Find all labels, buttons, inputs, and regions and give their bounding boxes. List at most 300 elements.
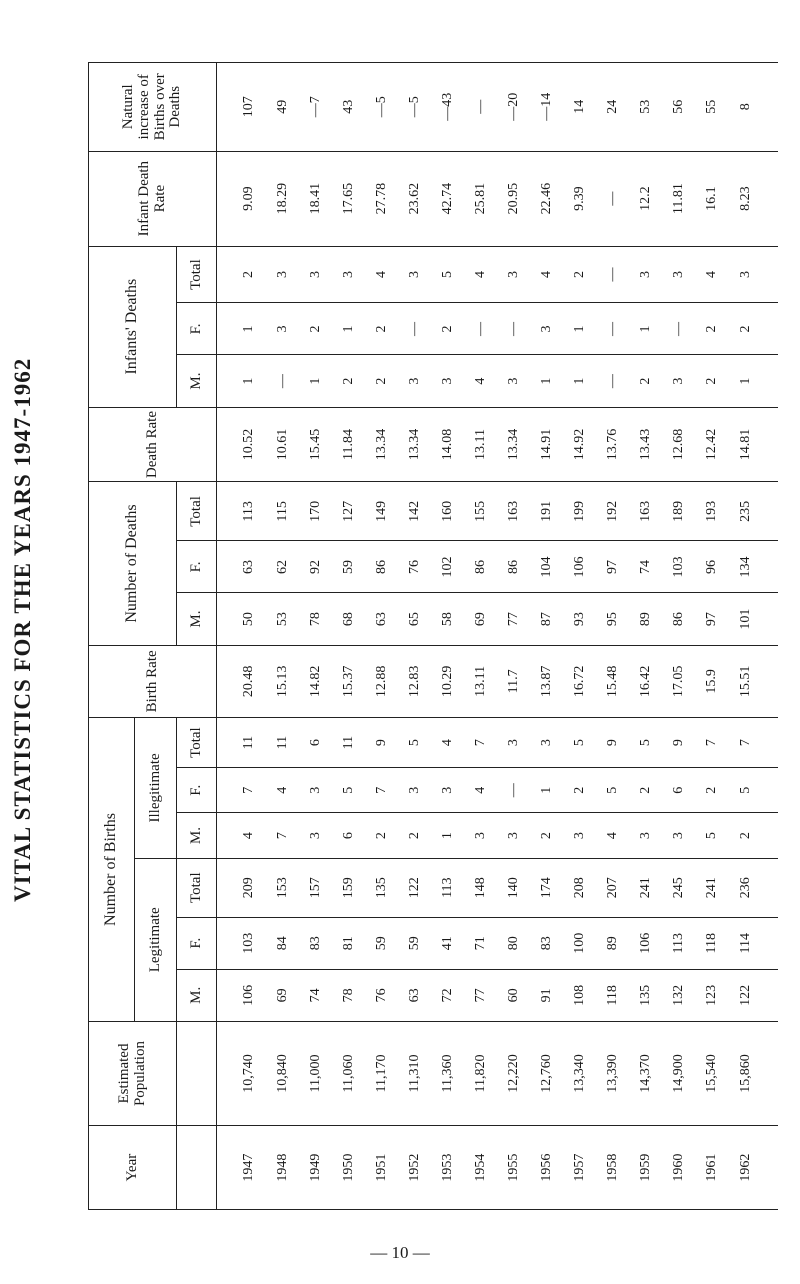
cell-infants-total: 5 [432,246,465,303]
cell-legit-f: 83 [530,917,563,969]
table-row [695,63,728,1210]
table-row [366,63,399,1210]
cell-deaths-m: 63 [366,593,399,645]
table-row [333,63,366,1210]
cell-natural-increase: 43 [333,63,366,152]
cell-deaths-f: 86 [464,541,497,593]
cell-population: 14,370 [629,1021,662,1125]
cell-birth-rate: 13.11 [464,645,497,718]
cell-birth-rate: 20.48 [217,645,267,718]
cell-legit-f: 113 [662,917,695,969]
cell-illegit-f: 5 [728,768,778,813]
cell-legit-m: 74 [300,969,333,1021]
cell-birth-rate: 13.87 [530,645,563,718]
header-population-sub [177,1021,217,1125]
cell-year: 1950 [333,1126,366,1210]
cell-illegit-total: 7 [464,718,497,768]
cell-infant-death-rate: 18.41 [300,151,333,246]
cell-infant-death-rate: 17.65 [333,151,366,246]
cell-infants-total: 3 [662,246,695,303]
cell-deaths-m: 77 [497,593,530,645]
cell-infants-m: 4 [464,355,497,407]
cell-deaths-total: 142 [399,482,432,541]
cell-death-rate: 14.91 [530,407,563,482]
cell-birth-rate: 11.7 [497,645,530,718]
cell-deaths-m: 93 [563,593,596,645]
cell-birth-rate: 15.13 [267,645,300,718]
cell-legit-total: 113 [432,858,465,917]
cell-deaths-total: 113 [217,482,267,541]
header-legit-total: Total [177,858,217,917]
table-row [217,63,267,1210]
header-illegit-m: M. [177,813,217,858]
cell-illegit-total: 9 [366,718,399,768]
cell-year: 1952 [399,1126,432,1210]
cell-deaths-total: 199 [563,482,596,541]
cell-legit-m: 63 [399,969,432,1021]
cell-illegit-f: 3 [399,768,432,813]
cell-legit-f: 103 [217,917,267,969]
cell-infants-f: — [662,303,695,355]
cell-infant-death-rate: 11.81 [662,151,695,246]
cell-infants-m: 3 [497,355,530,407]
cell-population: 12,220 [497,1021,530,1125]
cell-infant-death-rate: 42.74 [432,151,465,246]
cell-illegit-f: 4 [464,768,497,813]
cell-deaths-total: 163 [629,482,662,541]
cell-natural-increase: —5 [366,63,399,152]
cell-deaths-m: 101 [728,593,778,645]
cell-natural-increase: —14 [530,63,563,152]
cell-year: 1954 [464,1126,497,1210]
cell-infants-total: 3 [399,246,432,303]
cell-death-rate: 11.84 [333,407,366,482]
cell-natural-increase: 53 [629,63,662,152]
cell-infants-f: 1 [563,303,596,355]
cell-infants-total: 3 [333,246,366,303]
cell-legit-total: 153 [267,858,300,917]
cell-illegit-m: 5 [695,813,728,858]
cell-legit-f: 84 [267,917,300,969]
cell-deaths-m: 97 [695,593,728,645]
cell-legit-f: 59 [399,917,432,969]
cell-legit-m: 122 [728,969,778,1021]
cell-population: 10,840 [267,1021,300,1125]
cell-birth-rate: 16.42 [629,645,662,718]
cell-natural-increase: —5 [399,63,432,152]
header-legit-f: F. [177,917,217,969]
cell-year: 1961 [695,1126,728,1210]
cell-year: 1947 [217,1126,267,1210]
cell-deaths-f: 102 [432,541,465,593]
header-population: Estimated Population [89,1021,177,1125]
cell-infants-total: 3 [267,246,300,303]
cell-deaths-total: 115 [267,482,300,541]
cell-natural-increase: —20 [497,63,530,152]
cell-legit-total: 159 [333,858,366,917]
cell-illegit-f: 5 [333,768,366,813]
cell-birth-rate: 15.9 [695,645,728,718]
cell-deaths-m: 58 [432,593,465,645]
cell-legit-total: 135 [366,858,399,917]
cell-year: 1957 [563,1126,596,1210]
header-illegit-f: F. [177,768,217,813]
cell-year: 1956 [530,1126,563,1210]
cell-illegit-f: 7 [366,768,399,813]
cell-illegit-m: 3 [563,813,596,858]
cell-illegit-m: 3 [300,813,333,858]
cell-legit-f: 118 [695,917,728,969]
cell-infants-m: 2 [695,355,728,407]
cell-legit-total: 208 [563,858,596,917]
cell-infants-m: 3 [399,355,432,407]
cell-natural-increase: —43 [432,63,465,152]
cell-natural-increase: 8 [728,63,778,152]
cell-death-rate: 13.34 [399,407,432,482]
cell-natural-increase: 107 [217,63,267,152]
header-infants-m: M. [177,355,217,407]
cell-legit-f: 83 [300,917,333,969]
cell-population: 14,900 [662,1021,695,1125]
vital-statistics-table [88,62,778,1210]
cell-legit-m: 123 [695,969,728,1021]
header-infants-deaths: Infants' Deaths [89,246,177,407]
cell-infants-m: 2 [366,355,399,407]
cell-year: 1953 [432,1126,465,1210]
cell-population: 15,860 [728,1021,778,1125]
cell-birth-rate: 16.72 [563,645,596,718]
cell-illegit-m: 6 [333,813,366,858]
cell-natural-increase: —7 [300,63,333,152]
cell-year: 1960 [662,1126,695,1210]
cell-deaths-m: 53 [267,593,300,645]
cell-infant-death-rate: 20.95 [497,151,530,246]
cell-infant-death-rate: 9.39 [563,151,596,246]
cell-illegit-total: 9 [596,718,629,768]
cell-deaths-total: 189 [662,482,695,541]
cell-death-rate: 14.81 [728,407,778,482]
cell-legit-f: 100 [563,917,596,969]
cell-legit-m: 77 [464,969,497,1021]
cell-infant-death-rate: — [596,151,629,246]
cell-infant-death-rate: 27.78 [366,151,399,246]
cell-infants-total: 3 [300,246,333,303]
cell-infants-f: 2 [432,303,465,355]
cell-infants-f: 3 [267,303,300,355]
cell-birth-rate: 12.88 [366,645,399,718]
cell-deaths-f: 106 [563,541,596,593]
cell-illegit-m: 3 [662,813,695,858]
cell-infants-m: 2 [333,355,366,407]
header-number-of-deaths: Number of Deaths [89,482,177,645]
cell-legit-m: 108 [563,969,596,1021]
cell-infants-f: 2 [300,303,333,355]
header-birth-rate: Birth Rate [89,645,217,718]
cell-legit-total: 148 [464,858,497,917]
cell-illegit-m: 3 [629,813,662,858]
cell-legit-f: 89 [596,917,629,969]
cell-infants-m: — [596,355,629,407]
cell-natural-increase: — [464,63,497,152]
cell-legit-m: 69 [267,969,300,1021]
cell-infant-death-rate: 18.29 [267,151,300,246]
cell-deaths-total: 235 [728,482,778,541]
cell-deaths-total: 127 [333,482,366,541]
cell-death-rate: 13.34 [366,407,399,482]
cell-infants-f: — [399,303,432,355]
cell-illegit-f: 6 [662,768,695,813]
cell-infants-total: 4 [695,246,728,303]
cell-legit-total: 122 [399,858,432,917]
cell-infant-death-rate: 23.62 [399,151,432,246]
cell-deaths-f: 74 [629,541,662,593]
cell-year: 1959 [629,1126,662,1210]
statistics-table-region [88,62,778,1210]
cell-illegit-total: 9 [662,718,695,768]
cell-deaths-m: 87 [530,593,563,645]
header-infant-death-rate: Infant Death Rate [89,151,217,246]
cell-birth-rate: 12.83 [399,645,432,718]
cell-illegit-f: 3 [300,768,333,813]
cell-infants-total: 4 [464,246,497,303]
cell-death-rate: 15.45 [300,407,333,482]
header-deaths-total: Total [177,482,217,541]
cell-illegit-m: 4 [217,813,267,858]
header-legitimate: Legitimate [135,858,177,1021]
cell-illegit-f: 1 [530,768,563,813]
cell-infants-f: — [464,303,497,355]
cell-legit-f: 106 [629,917,662,969]
cell-infants-m: 1 [217,355,267,407]
cell-infants-total: — [596,246,629,303]
cell-infant-death-rate: 25.81 [464,151,497,246]
cell-infants-f: 2 [728,303,778,355]
cell-illegit-m: 3 [464,813,497,858]
cell-deaths-f: 76 [399,541,432,593]
cell-birth-rate: 10.29 [432,645,465,718]
cell-illegit-total: 11 [333,718,366,768]
cell-illegit-m: 2 [530,813,563,858]
table-row [432,63,465,1210]
cell-legit-total: 241 [695,858,728,917]
header-natural-increase: Natural increase of Births over Deaths [89,63,217,152]
cell-deaths-f: 86 [497,541,530,593]
cell-illegit-f: 3 [432,768,465,813]
cell-death-rate: 14.08 [432,407,465,482]
cell-infant-death-rate: 12.2 [629,151,662,246]
header-year: Year [89,1126,177,1210]
cell-death-rate: 12.42 [695,407,728,482]
cell-population: 11,310 [399,1021,432,1125]
cell-infants-m: — [267,355,300,407]
cell-infants-m: 3 [662,355,695,407]
cell-death-rate: 12.68 [662,407,695,482]
table-row [497,63,530,1210]
cell-deaths-total: 192 [596,482,629,541]
cell-illegit-total: 11 [267,718,300,768]
cell-year: 1948 [267,1126,300,1210]
cell-natural-increase: 56 [662,63,695,152]
cell-legit-f: 71 [464,917,497,969]
cell-infants-f: 1 [217,303,267,355]
cell-infant-death-rate: 22.46 [530,151,563,246]
cell-death-rate: 13.76 [596,407,629,482]
cell-illegit-m: 1 [432,813,465,858]
cell-population: 11,360 [432,1021,465,1125]
table-row [662,63,695,1210]
cell-infant-death-rate: 8.23 [728,151,778,246]
header-number-of-births: Number of Births [89,718,135,1022]
cell-illegit-total: 5 [563,718,596,768]
cell-illegit-f: 5 [596,768,629,813]
cell-population: 13,390 [596,1021,629,1125]
cell-illegit-m: 2 [399,813,432,858]
cell-illegit-m: 2 [728,813,778,858]
header-deaths-f: F. [177,541,217,593]
header-infants-total: Total [177,246,217,303]
cell-illegit-f: 2 [695,768,728,813]
cell-population: 13,340 [563,1021,596,1125]
cell-deaths-total: 149 [366,482,399,541]
cell-legit-f: 80 [497,917,530,969]
cell-year: 1958 [596,1126,629,1210]
cell-population: 12,760 [530,1021,563,1125]
table-row [530,63,563,1210]
cell-legit-f: 59 [366,917,399,969]
cell-infants-m: 1 [563,355,596,407]
cell-legit-m: 76 [366,969,399,1021]
cell-deaths-m: 95 [596,593,629,645]
cell-illegit-f: 2 [563,768,596,813]
cell-year: 1962 [728,1126,778,1210]
cell-illegit-total: 5 [629,718,662,768]
cell-population: 11,170 [366,1021,399,1125]
cell-illegit-total: 7 [728,718,778,768]
cell-legit-total: 140 [497,858,530,917]
cell-illegit-m: 3 [497,813,530,858]
table-row [464,63,497,1210]
header-infants-f: F. [177,303,217,355]
cell-year: 1951 [366,1126,399,1210]
cell-infants-f: 2 [366,303,399,355]
cell-natural-increase: 49 [267,63,300,152]
cell-deaths-total: 155 [464,482,497,541]
header-year-sub [177,1126,217,1210]
cell-infant-death-rate: 16.1 [695,151,728,246]
header-illegit-total: Total [177,718,217,768]
page-title: VITAL STATISTICS FOR THE YEARS 1947-1962 [10,357,35,903]
cell-infants-f: 3 [530,303,563,355]
cell-deaths-m: 68 [333,593,366,645]
table-body [217,63,779,1210]
cell-infants-f: 1 [333,303,366,355]
cell-birth-rate: 15.37 [333,645,366,718]
cell-deaths-m: 65 [399,593,432,645]
cell-death-rate: 10.61 [267,407,300,482]
cell-deaths-total: 160 [432,482,465,541]
cell-natural-increase: 14 [563,63,596,152]
cell-population: 11,820 [464,1021,497,1125]
cell-infants-f: — [596,303,629,355]
cell-illegit-total: 4 [432,718,465,768]
cell-legit-total: 157 [300,858,333,917]
cell-deaths-f: 97 [596,541,629,593]
table-row [596,63,629,1210]
cell-legit-total: 236 [728,858,778,917]
cell-deaths-m: 86 [662,593,695,645]
cell-illegit-f: — [497,768,530,813]
cell-death-rate: 13.43 [629,407,662,482]
cell-legit-total: 174 [530,858,563,917]
cell-legit-f: 81 [333,917,366,969]
cell-birth-rate: 15.48 [596,645,629,718]
cell-deaths-m: 69 [464,593,497,645]
cell-deaths-f: 62 [267,541,300,593]
cell-legit-total: 207 [596,858,629,917]
cell-illegit-f: 7 [217,768,267,813]
cell-infants-m: 1 [728,355,778,407]
cell-birth-rate: 15.51 [728,645,778,718]
cell-illegit-total: 5 [399,718,432,768]
cell-legit-m: 72 [432,969,465,1021]
cell-infants-f: 1 [629,303,662,355]
cell-population: 11,000 [300,1021,333,1125]
cell-birth-rate: 14.82 [300,645,333,718]
cell-deaths-f: 63 [217,541,267,593]
header-illegitimate: Illegitimate [135,718,177,859]
cell-legit-m: 118 [596,969,629,1021]
cell-deaths-f: 96 [695,541,728,593]
cell-infants-m: 1 [530,355,563,407]
table-row [629,63,662,1210]
cell-legit-f: 41 [432,917,465,969]
cell-deaths-f: 103 [662,541,695,593]
cell-deaths-f: 104 [530,541,563,593]
cell-death-rate: 13.11 [464,407,497,482]
cell-deaths-total: 170 [300,482,333,541]
cell-legit-total: 209 [217,858,267,917]
cell-legit-f: 114 [728,917,778,969]
cell-infants-f: 2 [695,303,728,355]
cell-infants-total: 3 [497,246,530,303]
cell-infant-death-rate: 9.09 [217,151,267,246]
cell-deaths-f: 86 [366,541,399,593]
cell-infants-total: 3 [629,246,662,303]
cell-deaths-m: 78 [300,593,333,645]
cell-population: 10,740 [217,1021,267,1125]
cell-illegit-total: 11 [217,718,267,768]
cell-legit-m: 106 [217,969,267,1021]
cell-illegit-m: 2 [366,813,399,858]
cell-deaths-m: 50 [217,593,267,645]
cell-legit-m: 132 [662,969,695,1021]
cell-deaths-f: 92 [300,541,333,593]
header-legit-m: M. [177,969,217,1021]
cell-infants-total: 4 [530,246,563,303]
cell-deaths-f: 134 [728,541,778,593]
cell-natural-increase: 24 [596,63,629,152]
cell-legit-total: 245 [662,858,695,917]
cell-death-rate: 14.92 [563,407,596,482]
cell-legit-m: 91 [530,969,563,1021]
cell-infants-total: 3 [728,246,778,303]
header-death-rate: Death Rate [89,407,217,482]
cell-illegit-total: 3 [530,718,563,768]
cell-illegit-f: 4 [267,768,300,813]
table-row [399,63,432,1210]
cell-infants-m: 2 [629,355,662,407]
header-deaths-m: M. [177,593,217,645]
